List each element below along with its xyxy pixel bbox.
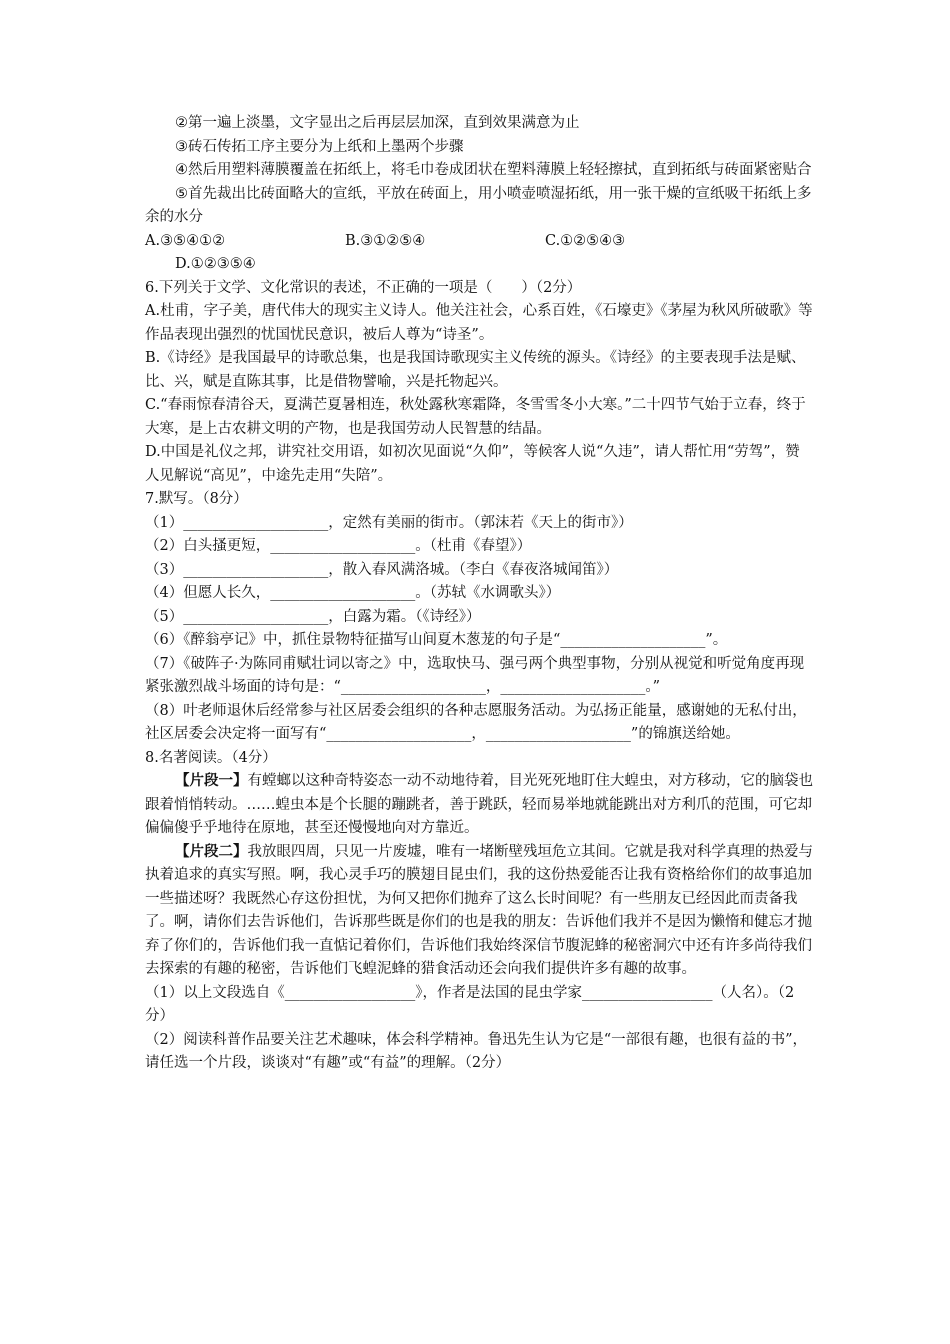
q5-step-5: ⑤首先裁出比砖面略大的宣纸，平放在砖面上，用小喷壶喷湿拓纸，用一张干燥的宣纸吸干拓纸上多余的水分 (145, 185, 812, 225)
q7-item-1: （1）____________________，定然有美丽的街市。（郭沫若《天上的街市》） (145, 514, 633, 531)
q7-item-2: （2）白头搔更短，____________________。（杜甫《春望》） (145, 538, 532, 554)
q5-step-3: ③砖石传拓工序主要分为上纸和上墨两个步骤 (175, 138, 464, 155)
q6-option-c: C.“春雨惊春清谷天，夏满芒夏暑相连，秋处露秋寒霜降，冬雪雪冬小大寒。”二十四节气始于立春，终于大寒，是上古农耕文明的产物，也是我国劳动人民智慧的结晶。 (145, 397, 806, 437)
fragment-1-label: 【片段一】 (175, 773, 248, 789)
q6-option-b: B.《诗经》是我国最早的诗歌总集，也是我国诗歌现实主义传统的源头。《诗经》的主要表现手法是赋、比、兴，赋是直陈其事，比是借物譬喻，兴是托物起兴。 (145, 350, 806, 390)
q5-step-4: ④然后用塑料薄膜覆盖在拓纸上，将毛巾卷成团状在塑料薄膜上轻轻擦拭，直到拓纸与砖面紧密贴合 (175, 162, 812, 178)
q5-steps (145, 112, 813, 230)
q8-sub-1: （1）以上文段选自《__________________》，作者是法国的昆虫学家__________________（人名）。（2分） (145, 984, 795, 1024)
q5-option-b: B.③①②⑤④ (345, 232, 426, 249)
q7-item-8: （8）叶老师退休后经常参与社区居委会组织的各种志愿服务活动。为弘扬正能量，感谢她的无私付出，社区居委会决定将一面写有“____________________，____________________”的锦旗送给她。 (145, 702, 807, 742)
q5-option-c: C.①②⑤④③ (545, 232, 626, 249)
fragment-2-label: 【片段二】 (175, 843, 248, 860)
q8-stem: 8.名著阅读。（4分） (145, 749, 277, 766)
q7-stem: 7.默写。（8分） (145, 491, 248, 507)
q8-fragment-2 (145, 841, 813, 982)
q8-sub-2: （2）阅读科普作品要关注艺术趣味，体会科学精神。鲁迅先生认为它是“一部很有趣，也很有益的书”，请任选一个片段，谈谈对“有趣”或“有益”的理解。（2分） (145, 1031, 808, 1071)
q5-options (145, 230, 813, 254)
q7-item-5: （5）____________________，白露为霜。（《诗经》） (145, 608, 481, 625)
q6-option-d: D.中国是礼仪之邦，讲究社交用语，如初次见面说“久仰”，等候客人说“久违”，请人帮忙用“劳驾”，赞人见解说“高见”，中途先走用“失陪”。 (145, 444, 800, 484)
q5-option-d: D.①②③⑤④ (175, 256, 256, 272)
q5-option-a: A.③⑤④①② (145, 232, 226, 249)
q7-item-4: （4）但愿人长久，____________________。（苏轼《水调歌头》） (145, 585, 561, 601)
q7-item-3: （3）____________________，散入春风满洛城。（李白《春夜洛城闻笛》） (145, 561, 619, 578)
q6-option-a: A.杜甫，字子美，唐代伟大的现实主义诗人。他关注社会，心系百姓，《石壕吏》《茅屋为秋风所破歌》等作品表现出强烈的忧国忧民意识，被后人尊为“诗圣”。 (145, 303, 813, 343)
exam-page (145, 112, 813, 1076)
fragment-2-text: 我放眼四周，只见一片废墟，唯有一堵断壁残垣危立其间。它就是我对科学真理的热爱与执着追求的真实写照。啊，我心灵手巧的膜翅目昆虫们，我的这份热爱能否让我有资格给你们的故事追加一些描述呀？我既然心存这份担忧，为何又把你们抛弃了这么长时间呢？有一些朋友已经因此而责备我了。啊，请你们去告诉他们，告诉那些既是你们的也是我的朋友：告诉他们我并不是因为懒惰和健忘才抛弃了你们的，告诉他们我一直惦记着你们，告诉他们我始终深信节腹泥蜂的秘密洞穴中还有许多尚待我们去探索的有趣的秘密，告诉他们飞蝗泥蜂的猎食活动还会向我们提供许多有趣的故事。 (145, 843, 813, 977)
q8-fragment-1 (145, 770, 813, 841)
q5-step-2: ②第一遍上淡墨，文字显出之后再层层加深，直到效果满意为止 (175, 115, 580, 131)
q7-item-6: （6）《醉翁亭记》中，抓住景物特征描写山间夏木葱茏的句子是“____________________”。 (145, 632, 728, 648)
fragment-1-text: 有螳螂以这种奇特姿态一动不动地待着，目光死死地盯住大蝗虫，对方移动，它的脑袋也跟着悄悄转动。……蝗虫本是个长腿的蹦跳者，善于跳跃，轻而易举地就能跳出对方利爪的范围，可它却偏偏傻乎乎地待在原地，甚至还慢慢地向对方靠近。 (145, 773, 813, 836)
q7-item-7: （7）《破阵子·为陈同甫赋壮词以寄之》中，选取快马、强弓两个典型事物，分别从视觉和听觉角度再现紧张激烈战斗场面的诗句是：“____________________，____________________。” (145, 655, 805, 695)
q6-stem: 6.下列关于文学、文化常识的表述，不正确的一项是（ ）（2分） (145, 279, 582, 296)
